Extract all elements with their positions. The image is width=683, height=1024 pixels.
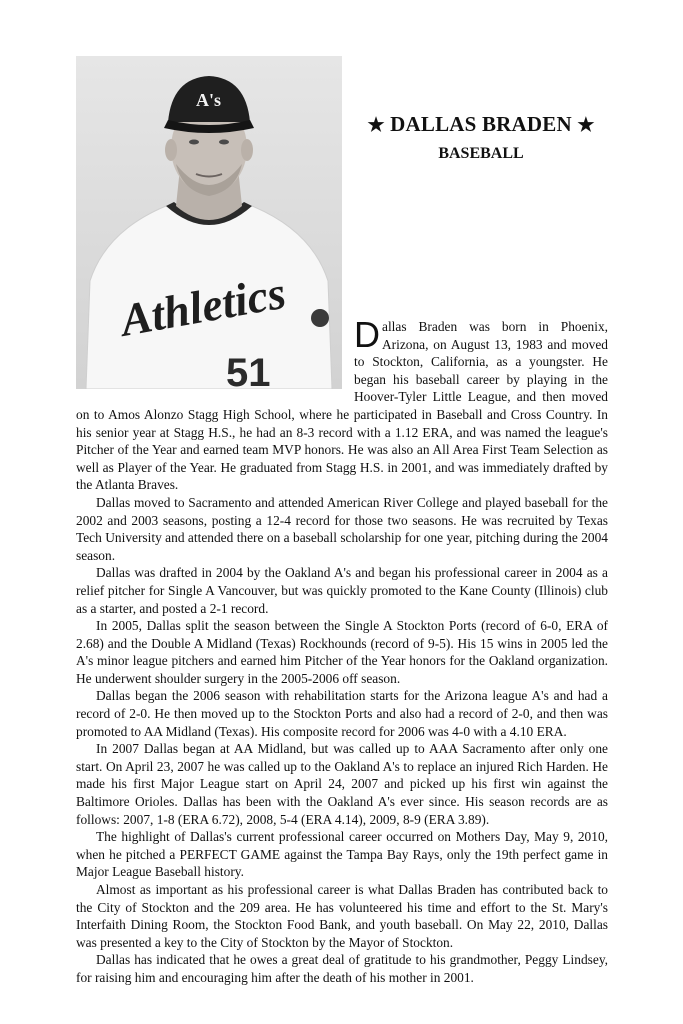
star-icon: ★ — [367, 115, 385, 136]
player-portrait-image — [76, 56, 342, 389]
cap-logo: A's — [196, 90, 222, 110]
paragraph: Dallas began the 2006 season with rehabilitation starts for the Arizona league A's and had a record of 2-0. He then moved up to the Stockton Ports and also had a record of 2-0, and then was promoted to AA Midland (Texas). His composite record for 2006 was 4-0 with a 4.10 ERA. — [76, 688, 608, 739]
paragraph: In 2007 Dallas began at AA Midland, but was called up to AAA Sacramento after only one start. On April 23, 2007 he was called up to the Oakland A's to replace an injured Rich Harden. He made his first Major League start on April 24, 2007 and picked up his first win against the Baltimore Orioles. Dallas has been with the Oakland A's ever since. His season records are as follows: 2007, 1-8 (ERA 6.72), 2008, 5-4 (ERA 4.14), 2009, 8-9 (ERA 3.89). — [76, 741, 608, 827]
star-icon: ★ — [577, 115, 595, 136]
paragraph: Dallas Braden was born in Phoenix, Arizona, on August 13, 1983 and moved to Stockton, California, as a youngster. He began his baseball career by playing in the Hoover-Tyler Little League, and then moved on to Amos Alonzo Stagg High School, where he participated in Baseball and Cross Country. In his senior year at Stagg H.S., he had an 8-3 record with a 1.12 ERA, and was named the league's Pitcher of the Year and earned team MVP honors. He was also an All Area First Team Selection as well as Player of the Year. He graduated from Stagg H.S. in 2001, and was immediately drafted by the Atlanta Braves. — [76, 314, 608, 493]
jersey-number: 51 — [226, 351, 271, 389]
paragraph: In 2005, Dallas split the season between the Single A Stockton Ports (record of 6-0, ERA of 2.68) and the Double A Midland (Texas) Rockhounds (record of 9-5). His 15 wins in 2005 led the A's minor league pitchers and earned him Pitcher of the Year honors for the Oakland organization. He underwent shoulder surgery in the 2005-2006 off season. — [76, 618, 608, 686]
player-photo — [76, 56, 342, 389]
paragraph: Dallas was drafted in 2004 by the Oakland A's and began his professional career in 2004 as a relief pitcher for Single A Vancouver, but was quickly promoted to the Kane County (Illinois) club as a starter, and posted a 2-1 record. — [76, 565, 608, 616]
sport-subtitle: BASEBALL — [438, 145, 524, 162]
paragraph: Almost as important as his professional career is what Dallas Braden has contributed back to the City of Stockton and the 209 area. He has volunteered his time and effort to the St. Mary's Interfaith Dining Room, the Stockton Food Bank, and youth baseball. On May 22, 2010, Dallas was presented a key to the City of Stockton by the Mayor of Stockton. — [76, 882, 608, 950]
article-body — [76, 314, 608, 987]
page — [76, 56, 608, 987]
paragraph: The highlight of Dallas's current professional career occurred on Mothers Day, May 9, 2010, when he pitched a PERFECT GAME against the Tampa Bay Rays, only the 19th perfect game in Major League Baseball history. — [76, 829, 608, 880]
player-name: DALLAS BRADEN — [390, 112, 572, 136]
paragraph: Dallas moved to Sacramento and attended American River College and played baseball for the 2002 and 2003 seasons, posting a 12-4 record for those two seasons. He was recruited by Texas Tech University and attended there on a baseball scholarship for one year, pitching during the 2004 season. — [76, 494, 608, 563]
drop-cap: D — [354, 314, 380, 355]
paragraph: Dallas has indicated that he owes a great deal of gratitude to his grandmother, Peggy Lindsey, for raising him and encouraging him after the death of his mother in 2001. — [76, 952, 608, 985]
jersey-script: Athletics — [116, 266, 290, 346]
